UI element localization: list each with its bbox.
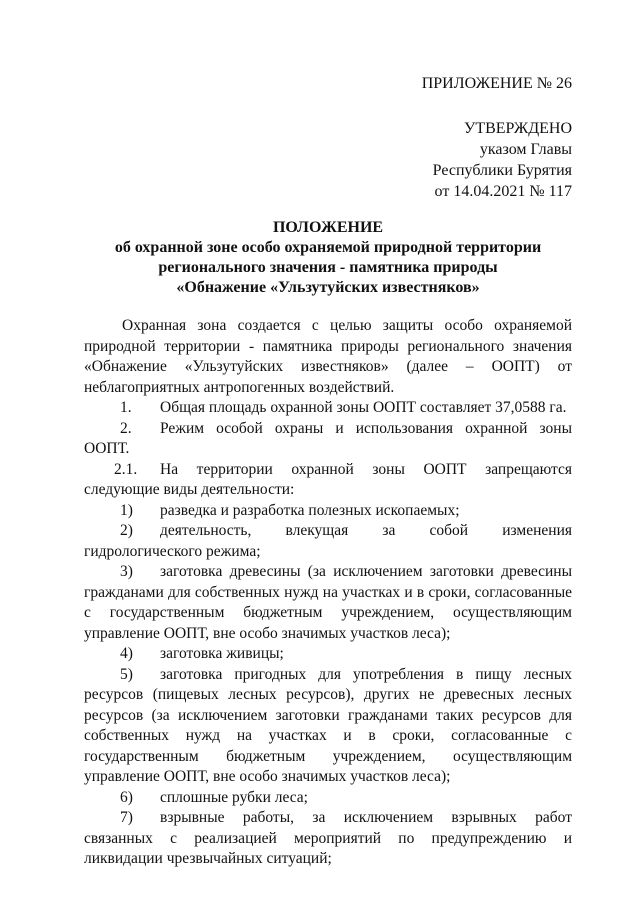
- approval-line: УТВЕРЖДЕНО: [463, 120, 572, 137]
- document-title: [84, 218, 572, 298]
- title-line: «Обнажение «Ульзутуйских известняков»: [176, 279, 480, 296]
- activity-text: заготовка живицы;: [160, 645, 284, 662]
- activity-item: [84, 665, 572, 788]
- activity-number: 1): [120, 501, 133, 519]
- activity-text: деятельность, влекущая за собой изменения гидрологического режима;: [84, 522, 572, 560]
- activity-number: 2): [120, 522, 133, 539]
- intro-paragraph: Охранная зона создается с целью защиты особо охраняемой природной территории - памятника природы регионального значения «Обнажение «Ульзутуйских известняков» (далее – ООПТ) от неблагоприятных антропогенных воздействий.: [84, 317, 572, 396]
- section-text: Общая площадь охранной зоны ООПТ составляет 37,0588 га.: [160, 399, 567, 416]
- activity-number: 3): [120, 563, 133, 580]
- activity-item: [84, 808, 572, 870]
- document-body: [84, 316, 572, 870]
- section-item: [84, 398, 572, 419]
- activity-number: 5): [120, 665, 133, 683]
- activity-number: 4): [120, 645, 133, 662]
- activity-item: [84, 562, 572, 644]
- section-text: Режим особой охраны и использования охранной зоны ООПТ.: [84, 419, 572, 457]
- section-number: 2.1.: [114, 460, 138, 478]
- activity-text: сплошные рубки леса;: [160, 788, 308, 806]
- section-number: 1.: [120, 399, 132, 416]
- activity-item: [84, 788, 572, 809]
- approval-line: указом Главы: [479, 141, 572, 158]
- activity-item: [84, 501, 572, 522]
- section-number: 2.: [120, 419, 132, 437]
- activity-text: разведка и разработка полезных ископаемых;: [160, 501, 460, 519]
- activity-text: заготовка пригодных для употребления в пищу лесных ресурсов (пищевых лесных ресурсов), других не древесных лесных ресурсов (за исключением заготовки гражданами таких ресурсов для собственных нужд на участках и в сроки, согласованные с государственным бюджетным учреждением, осуществляющим управление ООПТ, вне особо значимых участков леса);: [84, 665, 572, 785]
- approval-block: [433, 118, 572, 202]
- activity-text: взрывные работы, за исключением взрывных работ связанных с реализацией мероприятий по предупреждению и ликвидации чрезвычайных ситуаций;: [84, 809, 572, 867]
- appendix-label: ПРИЛОЖЕНИЕ № 26: [421, 75, 572, 92]
- section-text: На территории охранной зоны ООПТ запрещаются следующие виды деятельности:: [84, 460, 572, 498]
- section-item: [84, 419, 572, 460]
- activity-item: [84, 521, 572, 562]
- approval-line: Республики Бурятия: [432, 162, 572, 179]
- section-item: [84, 460, 572, 501]
- title-line: об охранной зоне особо охраняемой природной территории: [114, 239, 542, 256]
- activity-number: 6): [120, 788, 133, 806]
- title-line: ПОЛОЖЕНИЕ: [272, 219, 384, 236]
- approval-date: от 14.04.2021 № 117: [434, 183, 572, 200]
- title-line: регионального значения - памятника природы: [158, 259, 498, 276]
- activity-item: [84, 644, 572, 665]
- activity-number: 7): [120, 809, 133, 826]
- activity-text: заготовка древесины (за исключением заготовки древесины гражданами для собственных нужд на участках и в сроки, согласованные с государственным бюджетным учреждением, осуществляющим управление ООПТ, вне особо значимых участков леса);: [84, 563, 572, 642]
